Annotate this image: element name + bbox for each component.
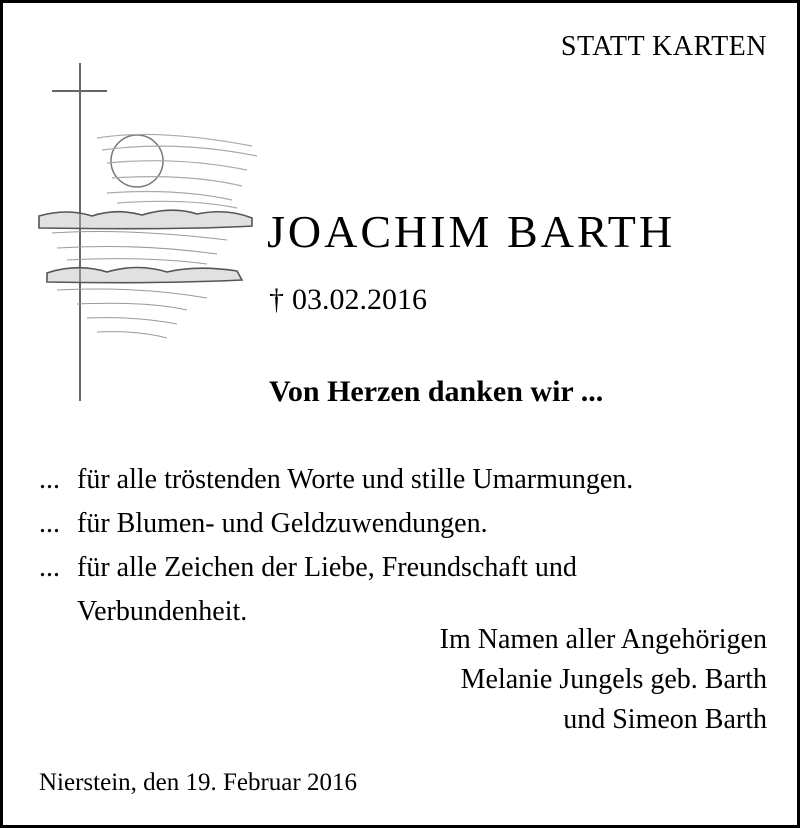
sky-sketch — [97, 134, 257, 208]
dagger-icon: † — [269, 283, 284, 316]
deceased-name: JOACHIM BARTH — [267, 206, 676, 257]
signature-line: Im Namen aller Angehörigen — [439, 624, 767, 655]
cross-landscape-illustration — [37, 58, 277, 408]
thanks-heading: Von Herzen danken wir ... — [269, 375, 604, 408]
thanks-item-text: für Blumen- und Geldzuwendungen. — [77, 508, 488, 539]
thanks-item — [39, 458, 779, 502]
death-date: 03.02.2016 — [292, 283, 427, 316]
thanks-item — [39, 502, 779, 546]
ellipsis-marker: ... — [39, 508, 60, 539]
ellipsis-marker: ... — [39, 552, 60, 583]
signature-line: und Simeon Barth — [563, 704, 767, 735]
place-and-date: Nierstein, den 19. Februar 2016 — [39, 769, 357, 796]
thanks-item-text: für alle Zeichen der Liebe, Freundschaft und Verbundenheit. — [77, 552, 577, 627]
mountain-sketch — [39, 210, 252, 282]
thanks-item-text: für alle tröstenden Worte und stille Umarmungen. — [77, 464, 634, 495]
signature-line: Melanie Jungels geb. Barth — [460, 664, 767, 695]
death-date-line — [269, 283, 427, 317]
valley-sketch — [52, 232, 227, 338]
ellipsis-marker: ... — [39, 464, 60, 495]
header-note: STATT KARTEN — [560, 31, 767, 62]
thanks-list — [39, 458, 779, 634]
signature-block — [440, 620, 767, 740]
